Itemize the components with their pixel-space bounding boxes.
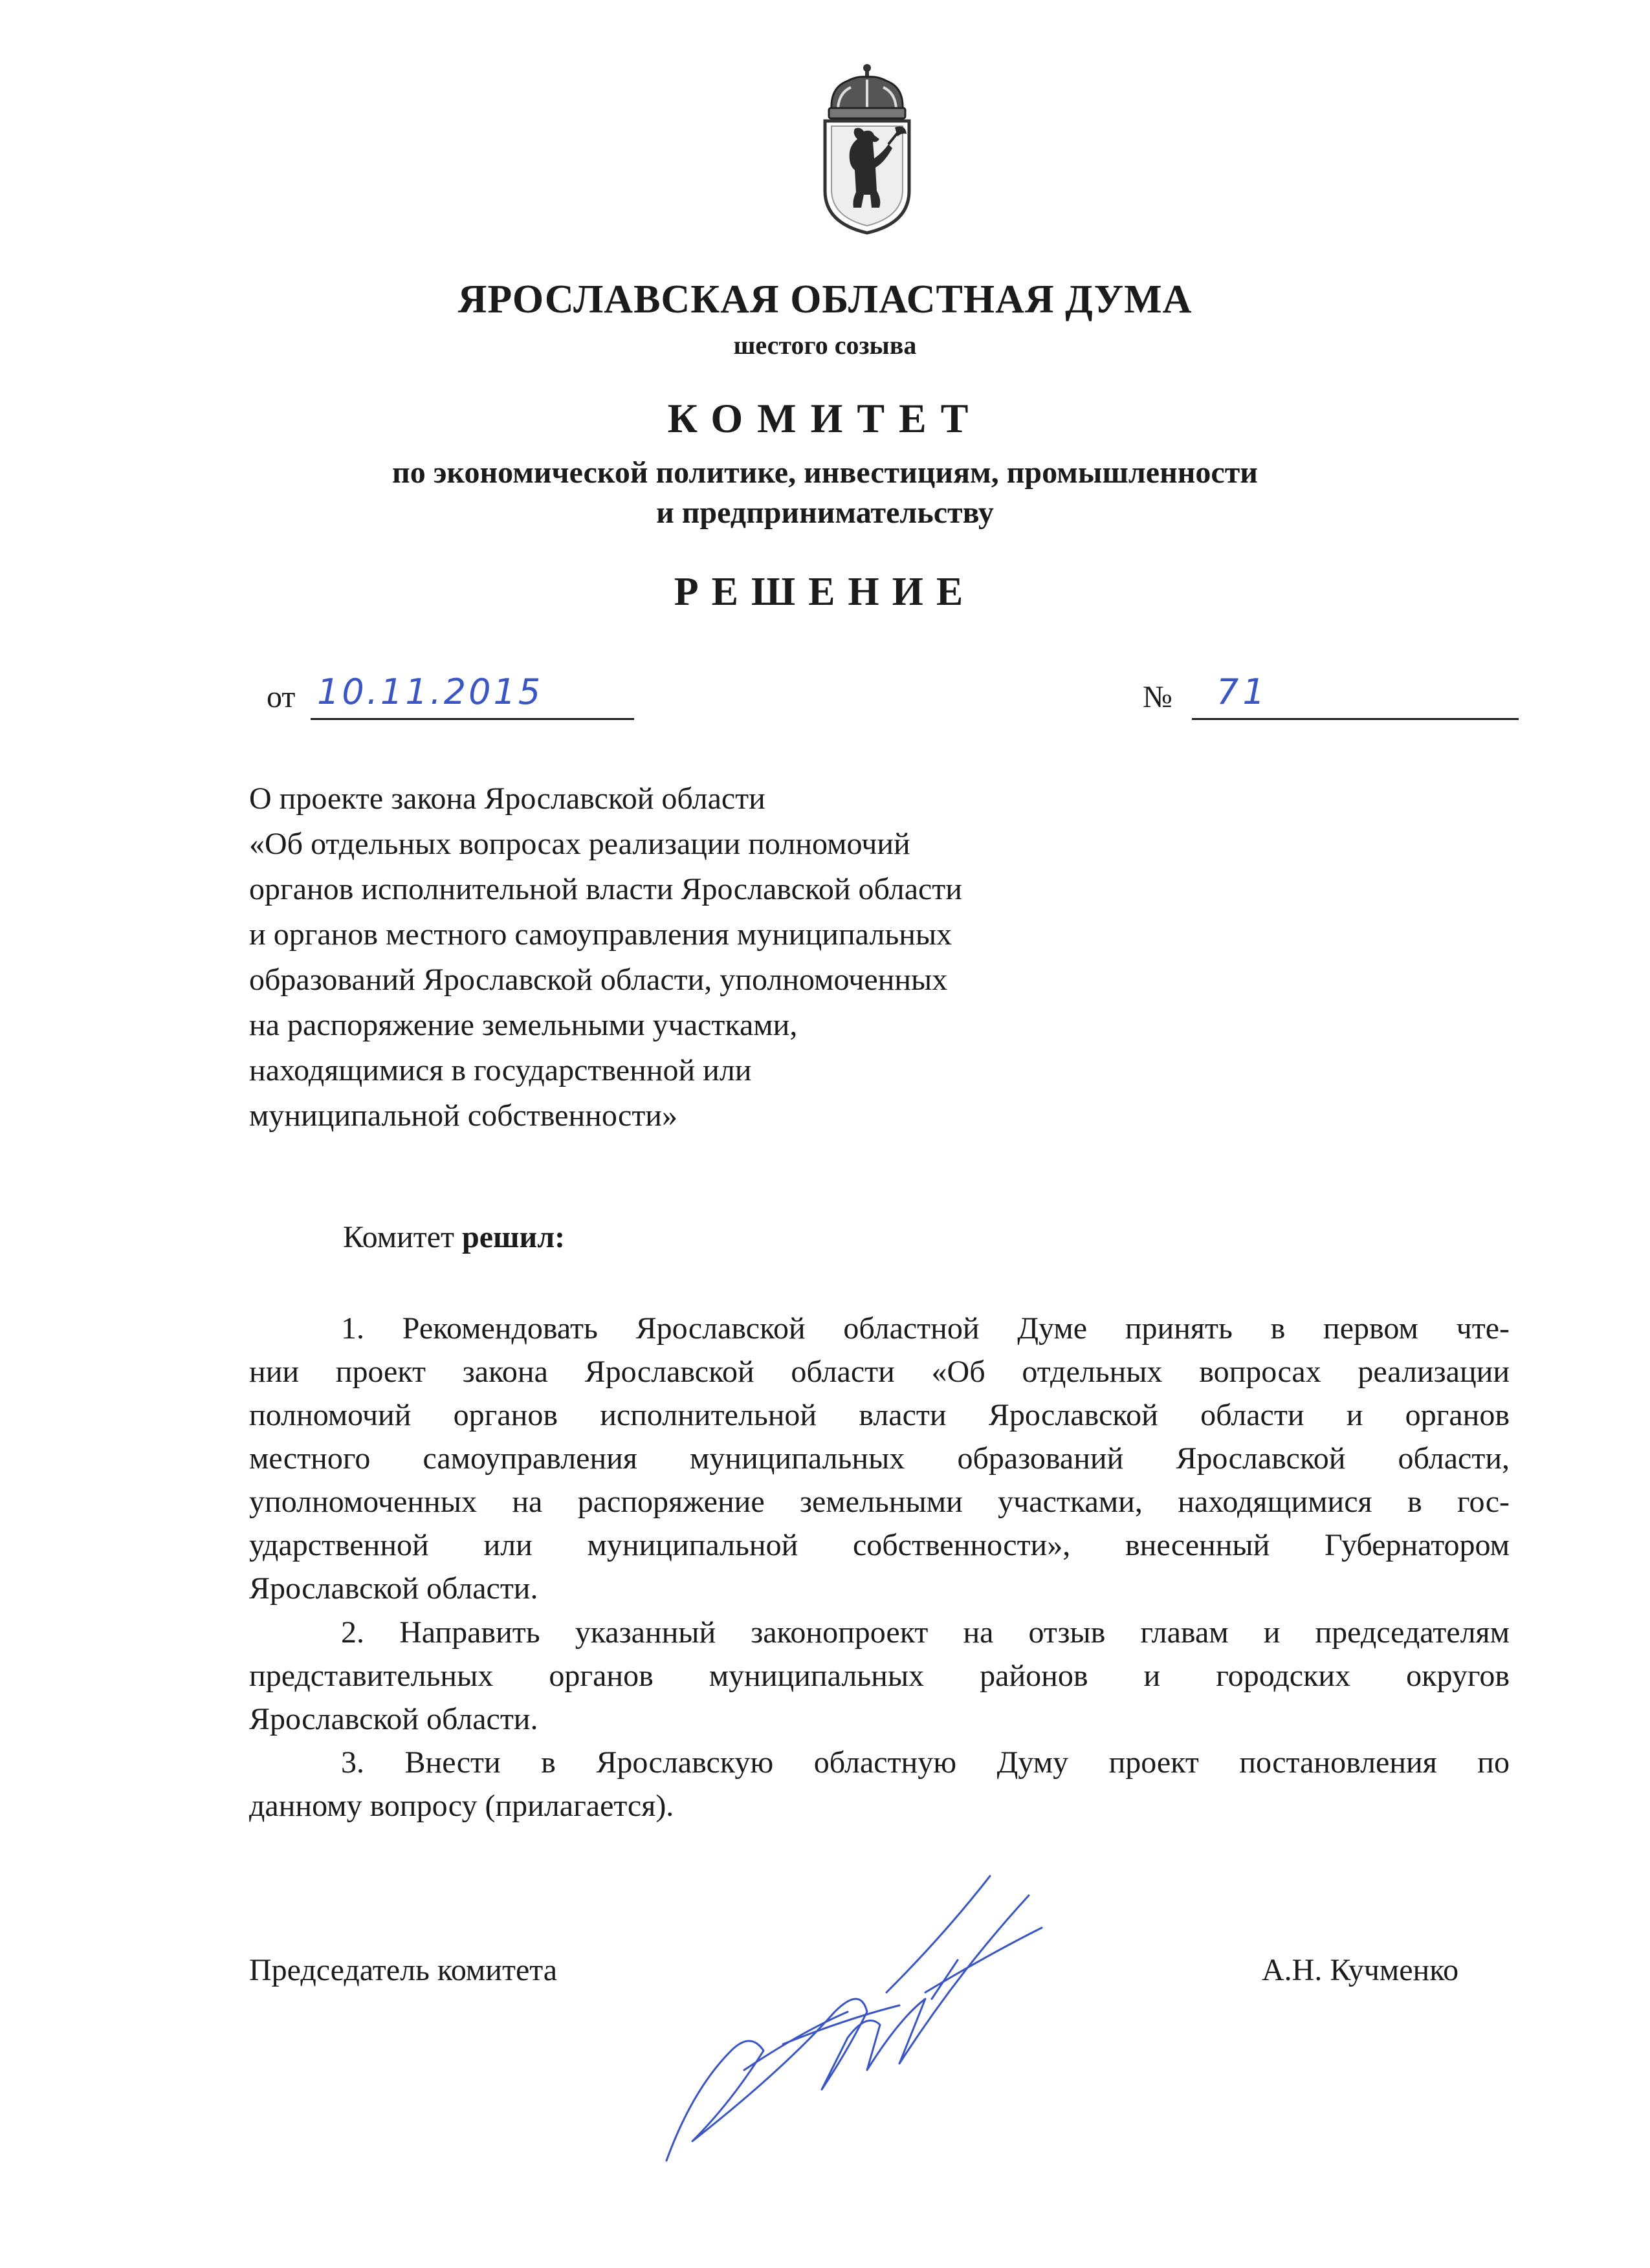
committee-description-line: и предпринимательству [656, 496, 994, 530]
paragraph-line: местного самоуправления муниципальных образований Ярославской области, [249, 1441, 1510, 1476]
number-label: № [1143, 680, 1172, 714]
subject-line: и органов местного самоуправления муниципальных [249, 917, 952, 952]
paragraph-line: 3. Внести в Ярославскую областную Думу проект постановления по [341, 1745, 1510, 1780]
paragraph-line: нии проект закона Ярославской области «Об отдельных вопросах реализации [249, 1355, 1510, 1389]
number-value: 71 [1216, 671, 1269, 712]
paragraph-line: данному вопросу (прилагается). [249, 1789, 674, 1823]
convocation-label: шестого созыва [733, 331, 917, 360]
committee-description [0, 453, 1650, 533]
subject-line: на распоряжение земельными участками, [249, 1008, 798, 1042]
resolution-item-2 [249, 1611, 1510, 1741]
paragraph-line: 2. Направить указанный законопроект на отзыв главам и председателям [341, 1615, 1510, 1650]
resolution-intro [343, 1219, 565, 1255]
subject-line: органов исполнительной власти Ярославской области [249, 872, 962, 906]
committee-heading: КОМИТЕТ [667, 395, 983, 441]
subject-block [249, 776, 1220, 1139]
paragraph-line: 1. Рекомендовать Ярославской областной Думе принять в первом чте- [341, 1311, 1510, 1346]
resolution-item-1 [249, 1307, 1510, 1610]
organization-title: ЯРОСЛАВСКАЯ ОБЛАСТНАЯ ДУМА [457, 278, 1193, 322]
coat-of-arms-icon [812, 61, 922, 236]
resolution-intro-bold: решил: [462, 1220, 566, 1254]
signatory-title: Председатель комитета [249, 1953, 558, 1987]
subject-line: муниципальной собственности» [249, 1098, 677, 1133]
date-value: 10.11.2015 [317, 671, 544, 712]
paragraph-line: представительных органов муниципальных районов и городских округов [249, 1659, 1510, 1693]
date-underline [311, 718, 634, 720]
paragraph-line: уполномоченных на распоряжение земельными участками, находящимися в гос- [249, 1485, 1510, 1519]
date-label: от [267, 680, 296, 714]
committee-description-line: по экономической политике, инвестициям, промышленности [392, 455, 1258, 490]
handwritten-signature-icon [654, 1857, 1081, 2180]
subject-line: находящимися в государственной или [249, 1053, 752, 1087]
resolution-intro-prefix: Комитет [343, 1220, 455, 1254]
signatory-name: А.Н. Кучменко [1262, 1953, 1459, 1987]
paragraph-line: ударственной или муниципальной собственности», внесенный Губернатором [249, 1528, 1510, 1562]
document-type-heading: РЕШЕНИЕ [674, 570, 976, 614]
subject-line: О проекте закона Ярославской области [249, 781, 765, 816]
paragraph-line: полномочий органов исполнительной власти Ярославской области и органов [249, 1398, 1510, 1432]
subject-line: «Об отдельных вопросах реализации полномочий [249, 827, 910, 861]
paragraph-line: Ярославской области. [249, 1702, 538, 1736]
number-underline [1192, 718, 1519, 720]
subject-line: образований Ярославской области, уполномоченных [249, 963, 948, 997]
resolution-item-3 [249, 1741, 1510, 1827]
paragraph-line: Ярославской области. [249, 1571, 538, 1606]
